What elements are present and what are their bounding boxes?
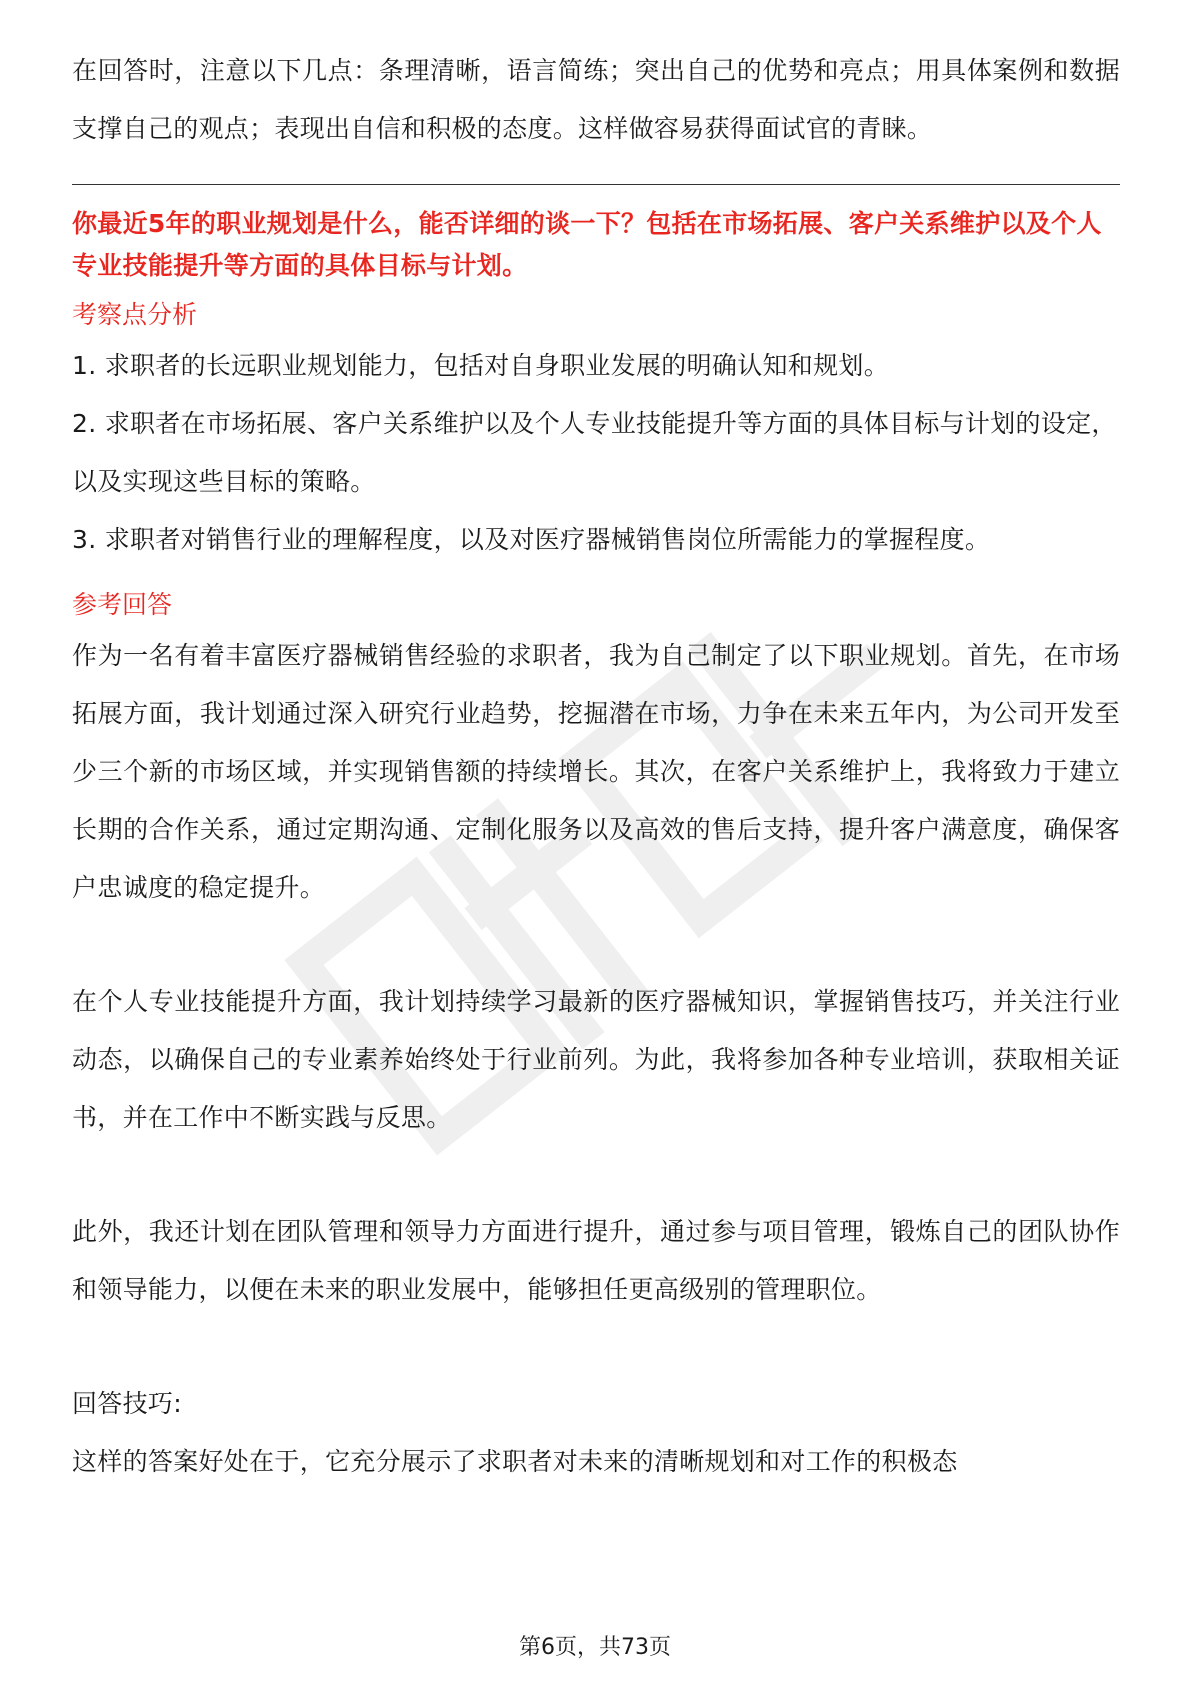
- paragraph-gap: [72, 1147, 1120, 1203]
- paragraph-gap: [72, 917, 1120, 973]
- analysis-heading: 考察点分析: [72, 300, 198, 329]
- answer-heading: 参考回答: [72, 590, 173, 619]
- analysis-item-3: 3. 求职者对销售行业的理解程度，以及对医疗器械销售岗位所需能力的掌握程度。: [72, 525, 991, 554]
- analysis-item-1: 1. 求职者的长远职业规划能力，包括对自身职业发展的明确认知和规划。: [72, 351, 890, 380]
- intro-paragraph: 在回答时，注意以下几点：条理清晰，语言简练；突出自己的优势和亮点；用具体案例和数据支撑自己的观点；表现出自信和积极的态度。这样做容易获得面试官的青睐。: [72, 56, 1120, 143]
- question-title: 你最近5年的职业规划是什么，能否详细的谈一下？包括在市场拓展、客户关系维护以及个人专业技能提升等方面的具体目标与计划。: [72, 209, 1102, 280]
- paragraph-gap: [72, 1319, 1120, 1375]
- analysis-item-2: 2. 求职者在市场拓展、客户关系维护以及个人专业技能提升等方面的具体目标与计划的设定，以及实现这些目标的策略。: [72, 409, 1117, 496]
- answer-paragraph-3: 此外，我还计划在团队管理和领导力方面进行提升，通过参与项目管理，锻炼自己的团队协作和领导能力，以便在未来的职业发展中，能够担任更高级别的管理职位。: [72, 1217, 1120, 1304]
- answer-paragraph-2: 在个人专业技能提升方面，我计划持续学习最新的医疗器械知识，掌握销售技巧，并关注行业动态，以确保自己的专业素养始终处于行业前列。为此，我将参加各种专业培训，获取相关证书，并在工作中不断实践与反思。: [72, 987, 1120, 1132]
- document-body: [72, 42, 1120, 1491]
- answer-paragraph-1: 作为一名有着丰富医疗器械销售经验的求职者，我为自己制定了以下职业规划。首先，在市场拓展方面，我计划通过深入研究行业趋势，挖掘潜在市场，力争在未来五年内，为公司开发至少三个新的市场区域，并实现销售额的持续增长。其次，在客户关系维护上，我将致力于建立长期的合作关系，通过定期沟通、定制化服务以及高效的售后支持，提升客户满意度，确保客户忠诚度的稳定提升。: [72, 641, 1120, 902]
- tips-text: 这样的答案好处在于，它充分展示了求职者对未来的清晰规划和对工作的积极态: [72, 1447, 958, 1476]
- section-divider: [72, 184, 1120, 185]
- page-footer: 第6页，共73页: [519, 1635, 671, 1660]
- tips-heading: 回答技巧:: [72, 1389, 182, 1418]
